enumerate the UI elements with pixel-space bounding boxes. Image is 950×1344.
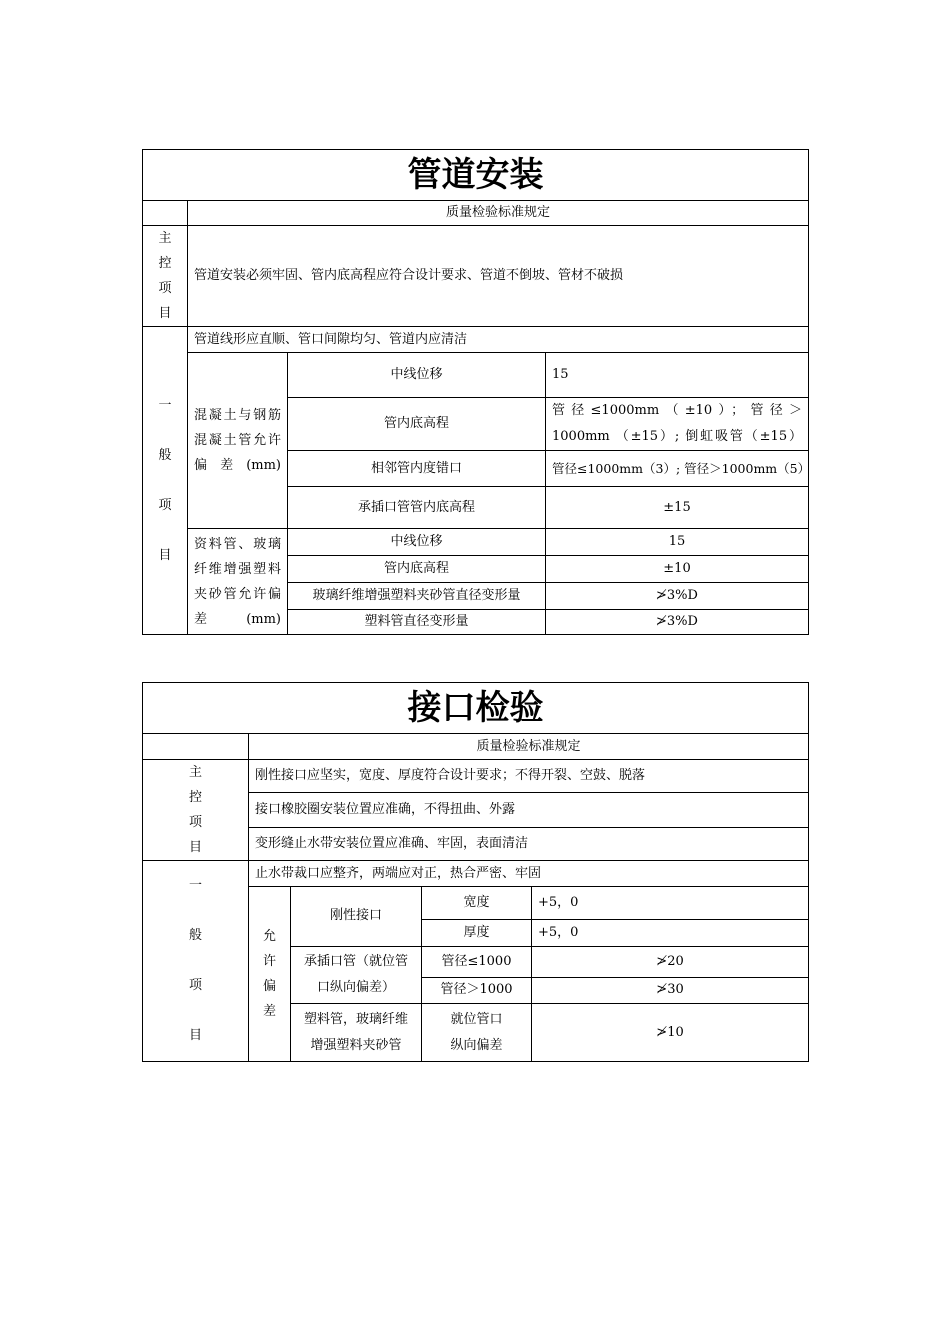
- general-items-label: [143, 327, 188, 635]
- label-char: 控: [158, 256, 172, 271]
- label-line: 塑料管，玻璃纤维: [303, 1011, 408, 1027]
- row-value: ±10: [546, 556, 809, 583]
- label-char: 一: [188, 878, 202, 893]
- row-value: 管径≤1000mm（3）; 管径＞1000mm（5）: [546, 451, 809, 487]
- main-control-item: 刚性接口应坚实，宽度、厚度符合设计要求；不得开裂、空鼓、脱落: [249, 760, 809, 793]
- plastic-pipe-group-label: 资料管、玻璃纤维增强塑料夹砂管允许偏差(mm): [188, 529, 288, 635]
- row-item: 宽度: [422, 887, 532, 920]
- label-line: 就位管口: [450, 1011, 503, 1027]
- row-item: 管内底高程: [288, 398, 546, 451]
- table-title: 接口检验: [143, 683, 809, 734]
- row-item: 管内底高程: [288, 556, 546, 583]
- label-char: 允: [262, 929, 276, 944]
- row-value: 15: [546, 353, 809, 398]
- table-title: 管道安装: [143, 150, 809, 201]
- table-header: 质量检验标准规定: [249, 734, 809, 760]
- row-value: +5，0: [532, 919, 809, 946]
- label-char: 目: [188, 1028, 202, 1043]
- socket-pipe-label: [291, 946, 422, 1004]
- label-char: 许: [262, 954, 276, 969]
- row-item: 承插口管管内底高程: [288, 487, 546, 529]
- table-header: 质量检验标准规定: [188, 201, 809, 226]
- label-char: 目: [188, 840, 202, 855]
- main-control-item: 变形缝止水带安装位置应准确、牢固，表面清洁: [249, 828, 809, 861]
- label-char: 般: [158, 447, 172, 463]
- label-char: 偏: [262, 979, 276, 994]
- plastic-pipe-label: [291, 1004, 422, 1062]
- concrete-pipe-group-label: 混凝土与钢筋混凝土管允许偏差(mm): [188, 353, 288, 529]
- label-char: 控: [188, 790, 202, 805]
- label-char: 目: [158, 306, 172, 321]
- label-char: 项: [188, 815, 202, 830]
- row-value: ≯30: [532, 977, 809, 1004]
- label-char: 项: [158, 281, 172, 296]
- row-value: ±15: [546, 487, 809, 529]
- row-value: ≯20: [532, 946, 809, 977]
- label-line: 承插口管（就位管: [303, 953, 408, 969]
- row-item: 中线位移: [288, 353, 546, 398]
- row-item: 管径≤1000: [422, 946, 532, 977]
- row-value: 15: [546, 529, 809, 556]
- row-value: ≯3%D: [546, 583, 809, 610]
- plastic-pipe-item: [422, 1004, 532, 1062]
- general-text: 止水带裁口应整齐，两端应对正，热合严密、牢固: [249, 861, 809, 887]
- pipe-installation-table: [142, 149, 809, 635]
- row-value: +5，0: [532, 887, 809, 920]
- row-item: 相邻管内度错口: [288, 451, 546, 487]
- row-value: 管径≤1000mm（±10）；管径＞1000mm （±15）; 倒虹吸管（±15）: [546, 398, 809, 451]
- main-control-label: [143, 226, 188, 327]
- row-value: ≯3%D: [546, 610, 809, 635]
- empty-cell: [143, 734, 249, 760]
- main-control-item: 接口橡胶圈安装位置应准确，不得扭曲、外露: [249, 792, 809, 828]
- row-item: 玻璃纤维增强塑料夹砂管直径变形量: [288, 583, 546, 610]
- label-char: 项: [158, 497, 172, 513]
- label-char: 主: [158, 231, 172, 246]
- tolerance-label: [249, 887, 291, 1062]
- label-char: 主: [188, 765, 202, 780]
- rigid-joint-label: 刚性接口: [291, 887, 422, 947]
- row-item: 管径＞1000: [422, 977, 532, 1004]
- row-item: 塑料管直径变形量: [288, 610, 546, 635]
- label-char: 目: [158, 547, 172, 563]
- joint-inspection-table: [142, 682, 809, 1062]
- row-item: 厚度: [422, 919, 532, 946]
- label-line: 纵向偏差: [450, 1037, 503, 1053]
- label-line: 增强塑料夹砂管: [310, 1037, 402, 1053]
- main-control-label: [143, 760, 249, 861]
- label-char: 一: [158, 397, 172, 413]
- main-control-text: 管道安装必须牢固、管内底高程应符合设计要求、管道不倒坡、管材不破损: [188, 226, 809, 327]
- label-char: 差: [262, 1004, 276, 1019]
- general-items-label: [143, 861, 249, 1062]
- row-item: 中线位移: [288, 529, 546, 556]
- label-line: 口纵向偏差）: [316, 979, 395, 995]
- general-text: 管道线形应直顺、管口间隙均匀、管道内应清洁: [188, 327, 809, 353]
- label-char: 般: [188, 928, 202, 943]
- row-value: ≯10: [532, 1004, 809, 1062]
- label-char: 项: [188, 978, 202, 993]
- empty-cell: [143, 201, 188, 226]
